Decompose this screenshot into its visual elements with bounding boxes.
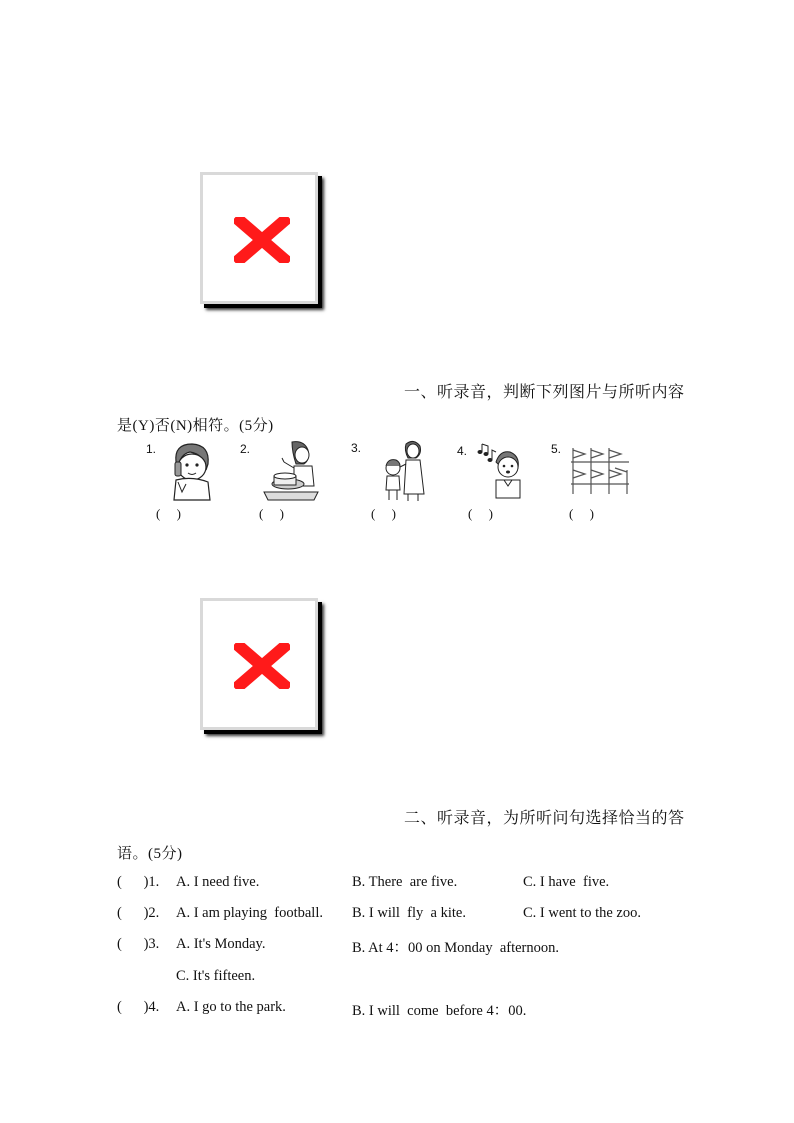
woman-with-cake-icon — [262, 438, 320, 504]
option-a[interactable]: A. It's Monday. — [176, 936, 266, 952]
boy-singing-icon — [474, 440, 524, 502]
question-prefix: ( )1. — [117, 874, 160, 890]
mother-and-child-icon — [378, 438, 428, 502]
answer-blank[interactable]: ( ) — [156, 506, 181, 521]
option-b[interactable]: B. At 4：00 on Monday afternoon. — [352, 940, 560, 956]
picture-number: 1. — [146, 442, 157, 456]
section2-title-line1: 二、听录音，为所听问句选择恰当的答 — [404, 810, 685, 827]
section1-title-line1: 一、听录音，判断下列图片与所听内容 — [404, 384, 685, 401]
question-prefix: ( )3. — [117, 936, 160, 952]
broken-image-placeholder — [200, 172, 318, 304]
broken-image-placeholder — [200, 598, 318, 730]
picture-number: 3. — [351, 441, 362, 455]
option-b[interactable]: B. I will fly a kite. — [352, 905, 466, 921]
boy-on-phone-icon — [166, 440, 216, 502]
option-a[interactable]: A. I need five. — [176, 874, 260, 890]
section2-title-line2: 语。(5分) — [117, 846, 183, 862]
question-prefix: ( )2. — [117, 905, 160, 921]
option-c[interactable]: C. It's fifteen. — [176, 968, 256, 984]
option-b[interactable]: B. I will come before 4：00. — [352, 1003, 527, 1019]
picture-number: 4. — [457, 444, 468, 458]
question-prefix: ( )4. — [117, 999, 160, 1015]
option-b[interactable]: B. There are five. — [352, 874, 458, 890]
option-c[interactable]: C. I went to the zoo. — [523, 905, 641, 921]
answer-blank[interactable]: ( ) — [259, 506, 284, 521]
option-a[interactable]: A. I am playing football. — [176, 905, 323, 921]
broken-image-x-icon — [234, 643, 290, 689]
section1-title-line2: 是(Y)否(N)相符。(5分) — [117, 418, 274, 434]
answer-blank[interactable]: ( ) — [371, 506, 396, 521]
flags-icon — [569, 446, 633, 496]
picture-number: 2. — [240, 442, 251, 456]
option-c[interactable]: C. I have five. — [523, 874, 610, 890]
picture-number: 5. — [551, 442, 562, 456]
option-a[interactable]: A. I go to the park. — [176, 999, 286, 1015]
answer-blank[interactable]: ( ) — [569, 506, 594, 521]
broken-image-x-icon — [234, 217, 290, 263]
answer-blank[interactable]: ( ) — [468, 506, 493, 521]
